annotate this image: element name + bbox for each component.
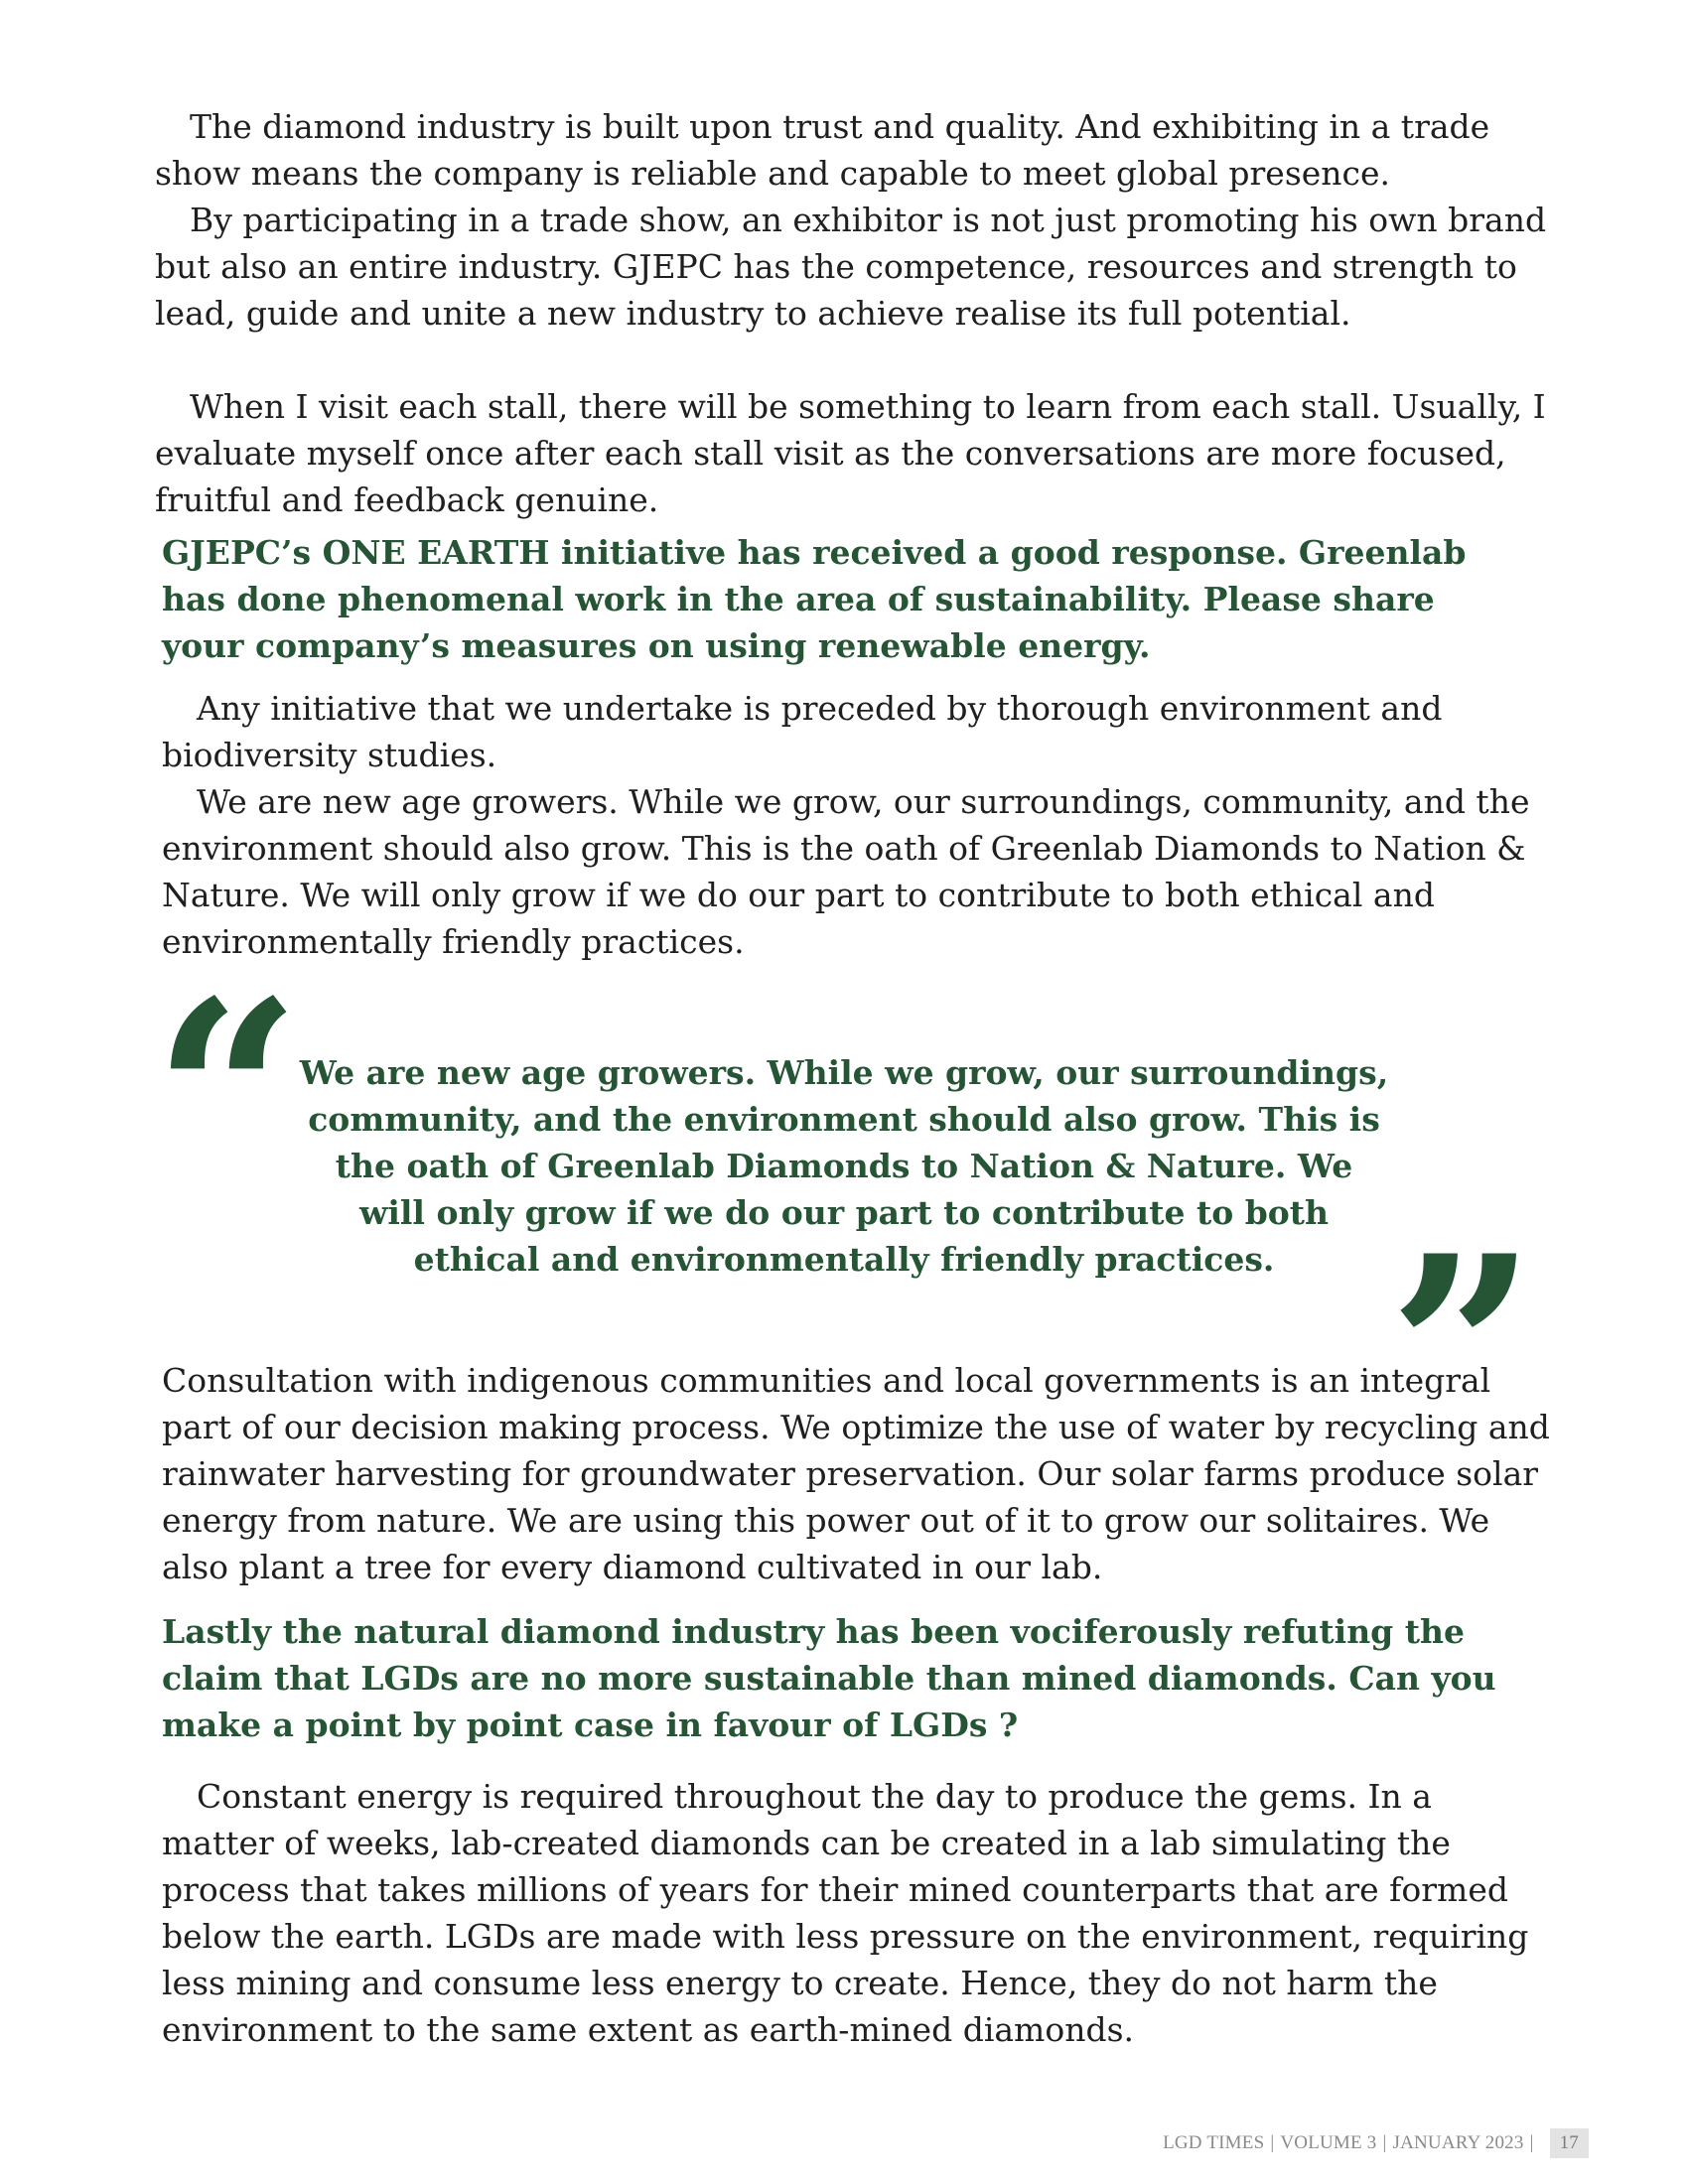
paragraph-new-age-growers: We are new age growers. While we grow, our surroundings, community, and the environment should also grow. This is the oath of Greenlab Diamonds to Nation & Nature. We will only grow if we do our part to contribute to both ethical and environmentally friendly practices. xyxy=(162,782,1530,961)
page-number: 17 xyxy=(1550,2128,1589,2158)
paragraph-trade-show-participation: By participating in a trade show, an exhibitor is not just promoting his own brand but also an entire industry. GJEPC has the competence, resources and strength to lead, guide and unite a new industry to achieve realise its full potential. xyxy=(155,201,1547,333)
paragraph-trust-quality: The diamond industry is built upon trust and quality. And exhibiting in a trade show means the company is reliable and capable to meet global presence. xyxy=(155,107,1490,193)
footer-date: JANUARY 2023 xyxy=(1392,2132,1524,2153)
footer-volume: VOLUME 3 xyxy=(1280,2132,1377,2153)
page-footer xyxy=(1092,2126,1589,2160)
paragraph-initiative-studies: Any initiative that we undertake is preceded by thorough environment and biodiversity studies. xyxy=(162,689,1443,774)
paragraph-consultation: Consultation with indigenous communities and local governments is an integral part of our decision making process. We optimize the use of water by recycling and rainwater harvesting for groundwater preservation. Our solar farms produce solar energy from nature. We are using this power out of it to grow our solitaires. We also plant a tree for every diamond cultivated in our lab. xyxy=(162,1361,1550,1586)
footer-separator: | xyxy=(1270,2132,1275,2153)
pull-quote: We are new age growers. While we grow, our surroundings, community, and the environment should also grow. This is the oath of Greenlab Diamonds to Nation & Nature. We will only grow if we do our part to contribute to both ethical and environmentally friendly practices. xyxy=(299,1053,1389,1279)
open-quote-icon: “ xyxy=(153,945,302,1248)
close-quote-icon: ” xyxy=(1388,1200,1537,1503)
footer-publication: LGD TIMES xyxy=(1163,2132,1265,2153)
footer-separator: | xyxy=(1382,2132,1387,2153)
paragraph-constant-energy: Constant energy is required throughout the day to produce the gems. In a matter of weeks, lab-created diamonds can be created in a lab simulating the process that takes millions of years for their mined counterparts that are formed below the earth. LGDs are made with less pressure on the environment, requiring less mining and consume less energy to create. Hence, they do not harm the environment to the same extent as earth-mined diamonds. xyxy=(162,1777,1529,2049)
footer-separator: | xyxy=(1529,2132,1534,2153)
question-sustainability-case: Lastly the natural diamond industry has been vociferously refuting the claim that LGDs are no more sustainable than mined diamonds. Can you make a point by point case in favour of LGDs ? xyxy=(162,1612,1496,1744)
question-one-earth: GJEPC’s ONE EARTH initiative has received a good response. Greenlab has done phenomenal work in the area of sustainability. Please share your company’s measures on using renewable energy. xyxy=(162,533,1467,665)
paragraph-stall-visits: When I visit each stall, there will be something to learn from each stall. Usually, I evaluate myself once after each stall visit as the conversations are more focused, fruitful and feedback genuine. xyxy=(155,387,1546,519)
